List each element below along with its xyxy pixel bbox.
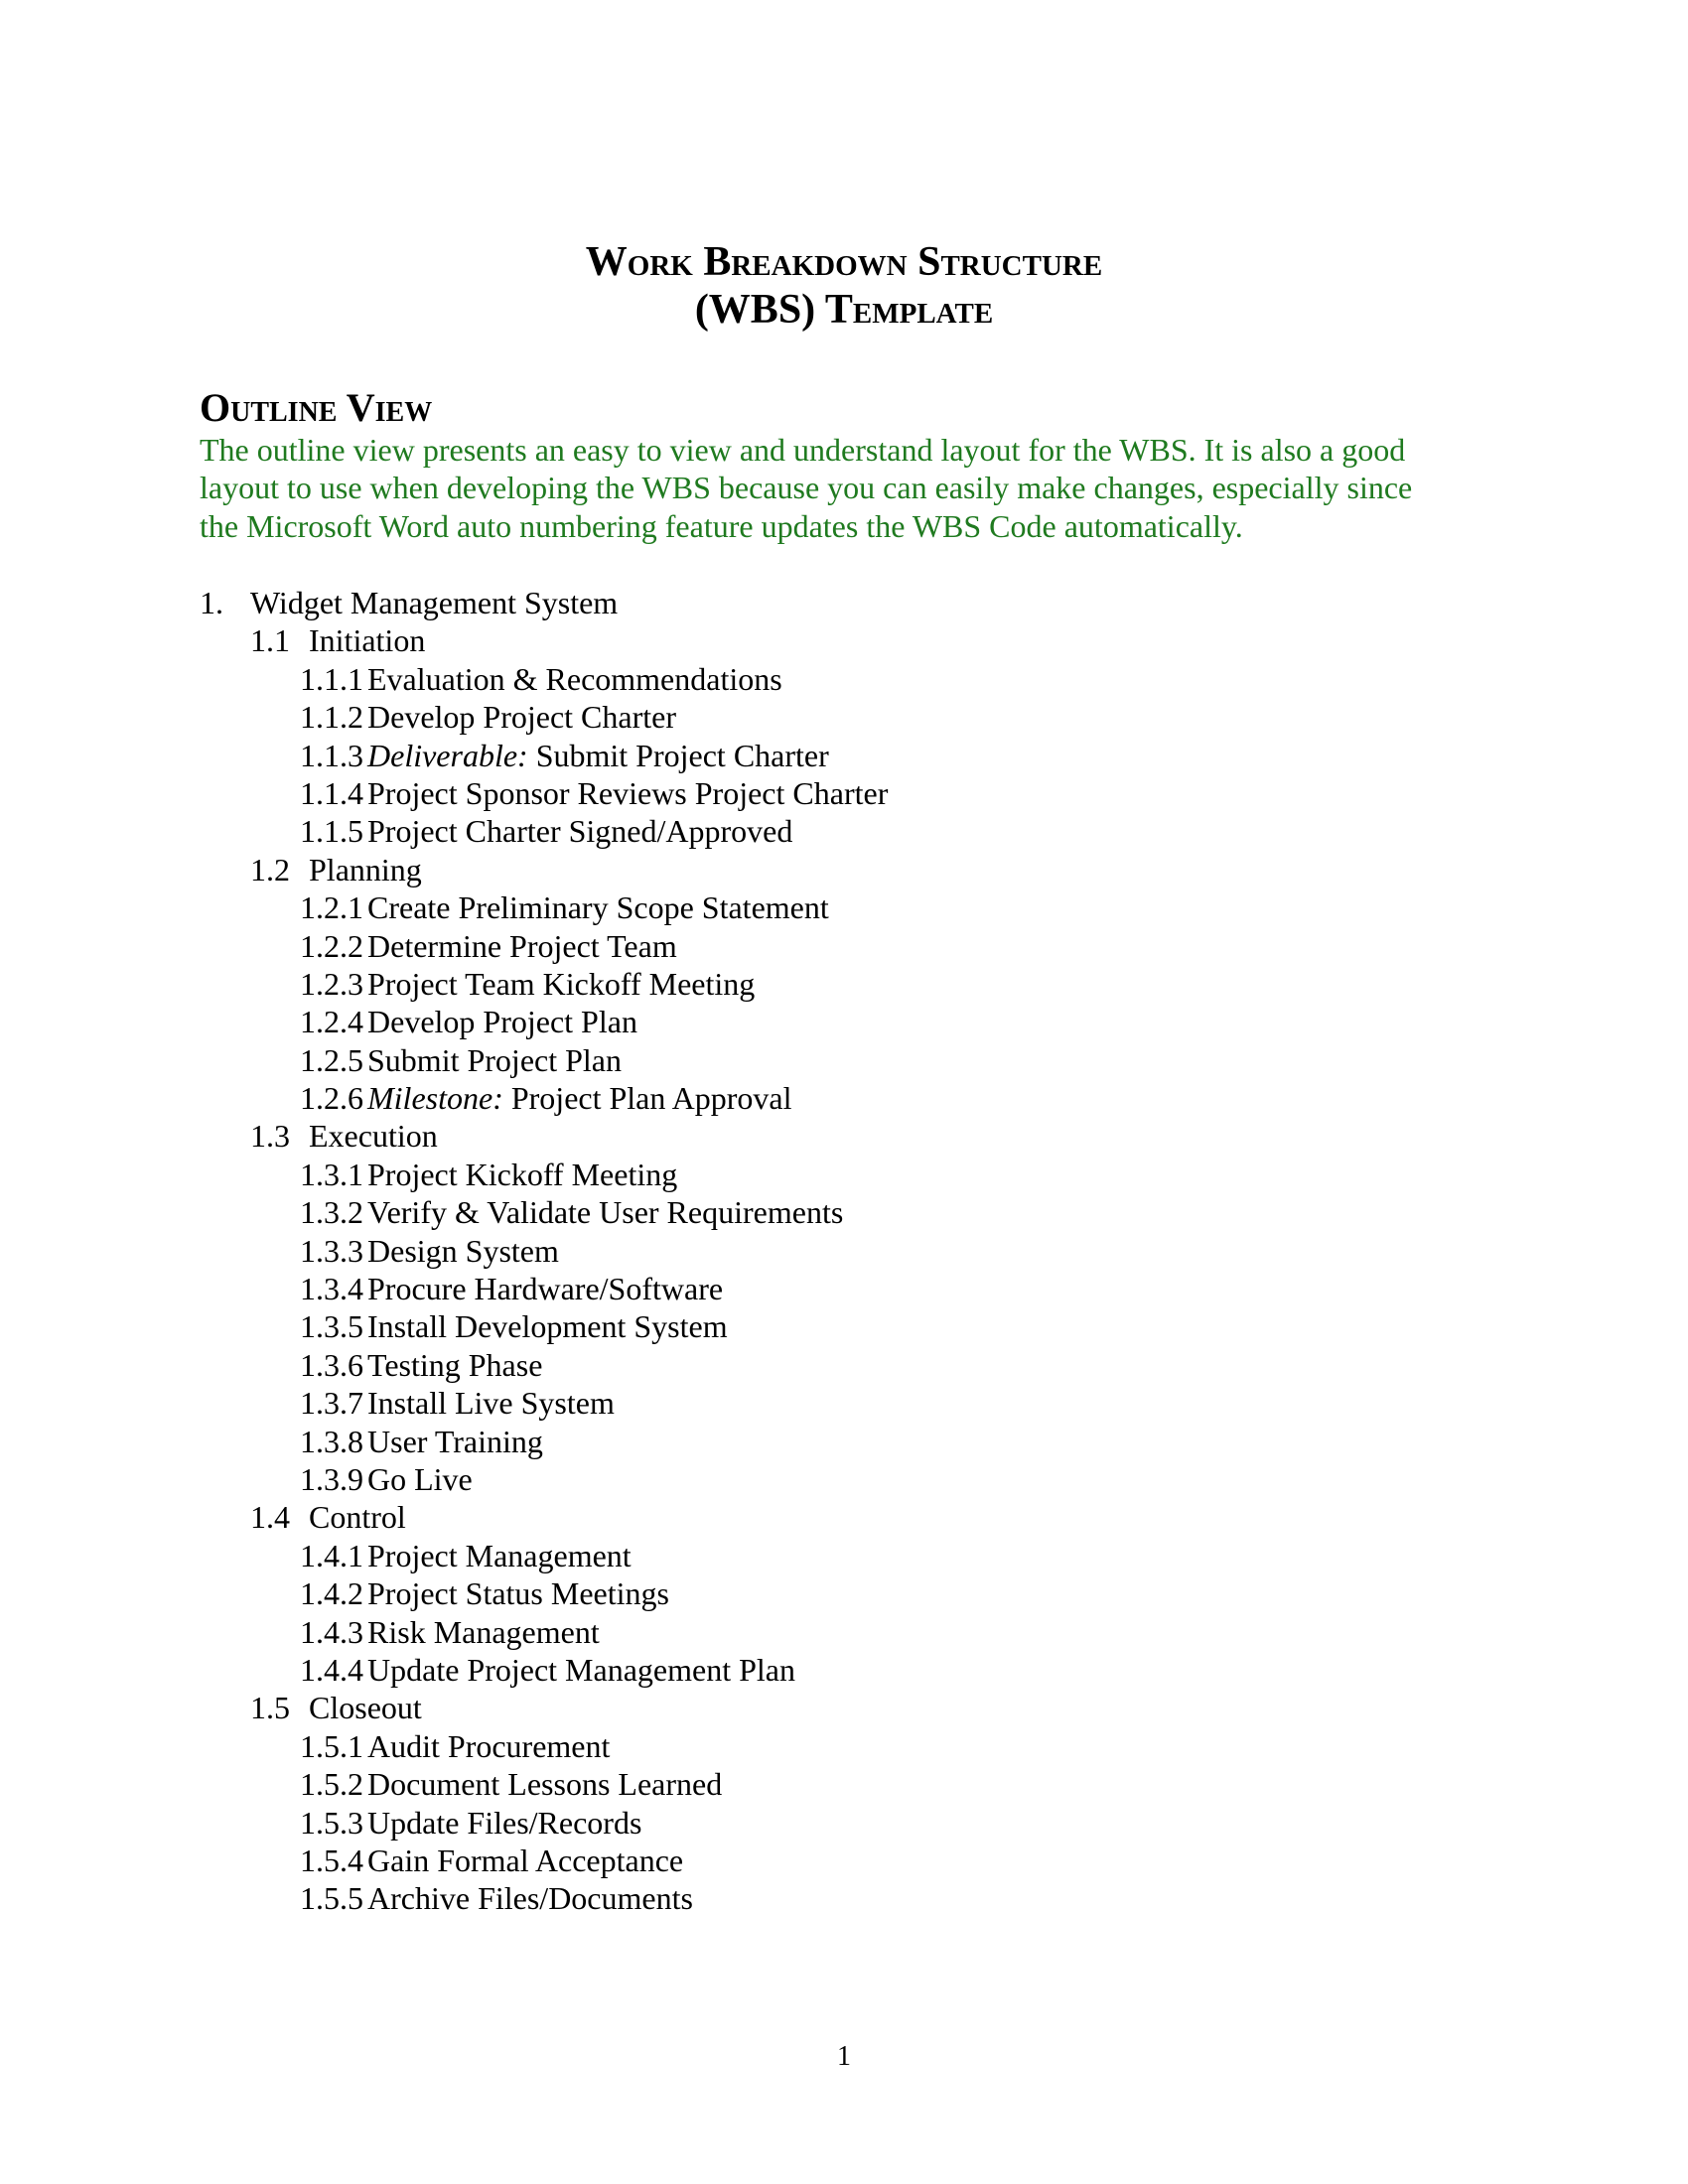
wbs-item-name: Design System bbox=[367, 1232, 559, 1269]
wbs-code: 1.5 bbox=[250, 1690, 290, 1726]
wbs-item-name: Install Live System bbox=[367, 1385, 615, 1422]
wbs-code: 1.1.5 bbox=[300, 813, 363, 850]
outline-item-level-3 bbox=[200, 1804, 888, 1842]
wbs-code: 1.3.7 bbox=[300, 1385, 363, 1422]
wbs-item-name: Project Plan Approval bbox=[502, 1080, 792, 1117]
wbs-item-prefix: Milestone: bbox=[367, 1080, 503, 1117]
wbs-code: 1.3.5 bbox=[300, 1308, 363, 1345]
outline-item-level-1 bbox=[200, 584, 888, 621]
wbs-item-name: Archive Files/Documents bbox=[367, 1880, 693, 1917]
wbs-code: 1.3.3 bbox=[300, 1232, 363, 1269]
wbs-item-name: Develop Project Plan bbox=[367, 1004, 637, 1040]
wbs-code: 1.3.4 bbox=[300, 1271, 363, 1307]
wbs-code: 1.4 bbox=[250, 1499, 290, 1536]
wbs-outline bbox=[200, 584, 888, 1918]
outline-item-level-3 bbox=[200, 1307, 888, 1345]
outline-item-level-3 bbox=[200, 1613, 888, 1651]
wbs-code: 1.2.3 bbox=[300, 965, 363, 1002]
wbs-code: 1.5.1 bbox=[300, 1727, 363, 1764]
outline-item-level-3 bbox=[200, 1346, 888, 1384]
wbs-code: 1.3 bbox=[250, 1118, 290, 1155]
wbs-item-name: Update Files/Records bbox=[367, 1804, 642, 1841]
outline-item-level-3 bbox=[200, 812, 888, 850]
intro-paragraph: The outline view presents an easy to view and understand layout for the WBS. It is also a good layout to use when developing the WBS because you can easily make changes, especially since the Microsoft Word auto numbering feature updates the WBS Code automatically. bbox=[200, 432, 1413, 544]
wbs-item-name: Submit Project Plan bbox=[367, 1041, 622, 1078]
outline-item-level-3 bbox=[200, 660, 888, 698]
outline-item-level-3 bbox=[200, 1460, 888, 1498]
wbs-item-prefix: Deliverable: bbox=[367, 737, 528, 773]
wbs-item-name: Document Lessons Learned bbox=[367, 1766, 723, 1803]
wbs-item-name: Risk Management bbox=[367, 1613, 600, 1650]
wbs-item-name: Closeout bbox=[309, 1690, 422, 1726]
outline-item-level-3 bbox=[200, 1156, 888, 1193]
outline-item-level-2 bbox=[200, 621, 888, 659]
wbs-code: 1. bbox=[200, 585, 223, 620]
wbs-item-name: Verify & Validate User Requirements bbox=[367, 1194, 844, 1231]
wbs-item-name: Project Kickoff Meeting bbox=[367, 1156, 678, 1192]
wbs-item-name: Planning bbox=[309, 851, 422, 887]
wbs-code: 1.1.3 bbox=[300, 737, 363, 773]
wbs-item-name: Update Project Management Plan bbox=[367, 1651, 795, 1688]
wbs-item-name: Control bbox=[309, 1499, 406, 1536]
wbs-item-name: Project Sponsor Reviews Project Charter bbox=[367, 774, 889, 811]
outline-item-level-3 bbox=[200, 888, 888, 926]
outline-item-level-2 bbox=[200, 1117, 888, 1155]
outline-item-level-3 bbox=[200, 1537, 888, 1574]
outline-item-level-3 bbox=[200, 1423, 888, 1460]
wbs-code: 1.5.4 bbox=[300, 1842, 363, 1878]
outline-item-level-2 bbox=[200, 1689, 888, 1726]
wbs-code: 1.2.1 bbox=[300, 889, 363, 926]
wbs-code: 1.5.5 bbox=[300, 1880, 363, 1917]
outline-item-level-2 bbox=[200, 851, 888, 888]
outline-item-level-3 bbox=[200, 927, 888, 965]
outline-item-level-3 bbox=[200, 1727, 888, 1765]
wbs-item-name: Project Charter Signed/Approved bbox=[367, 813, 793, 850]
wbs-code: 1.4.2 bbox=[300, 1575, 363, 1612]
wbs-item-name: Procure Hardware/Software bbox=[367, 1271, 724, 1307]
wbs-item-name: Install Development System bbox=[367, 1308, 728, 1345]
wbs-code: 1.4.1 bbox=[300, 1537, 363, 1573]
outline-item-level-3 bbox=[200, 698, 888, 736]
outline-item-level-3 bbox=[200, 1193, 888, 1231]
page-number: 1 bbox=[837, 2041, 851, 2072]
wbs-item-name: Go Live bbox=[367, 1460, 473, 1497]
outline-item-level-3 bbox=[200, 1765, 888, 1803]
wbs-item-name: Evaluation & Recommendations bbox=[367, 660, 782, 697]
wbs-item-name: Determine Project Team bbox=[367, 927, 677, 964]
wbs-code: 1.3.1 bbox=[300, 1156, 363, 1192]
wbs-code: 1.3.2 bbox=[300, 1194, 363, 1231]
wbs-item-name: Create Preliminary Scope Statement bbox=[367, 889, 829, 926]
wbs-code: 1.2.4 bbox=[300, 1004, 363, 1040]
outline-item-level-3 bbox=[200, 1079, 888, 1117]
document-title bbox=[0, 238, 1688, 334]
wbs-item-name: Project Team Kickoff Meeting bbox=[367, 965, 756, 1002]
wbs-code: 1.4.3 bbox=[300, 1613, 363, 1650]
title-line-2: (WBS) Template bbox=[694, 287, 994, 333]
wbs-code: 1.2.6 bbox=[300, 1080, 363, 1117]
wbs-item-name: Project Management bbox=[367, 1537, 632, 1573]
wbs-code: 1.3.6 bbox=[300, 1346, 363, 1383]
outline-item-level-3 bbox=[200, 1384, 888, 1422]
outline-item-level-3 bbox=[200, 1041, 888, 1079]
wbs-code: 1.2.5 bbox=[300, 1041, 363, 1078]
section-heading: Outline View bbox=[200, 385, 433, 430]
outline-item-level-3 bbox=[200, 1842, 888, 1879]
wbs-item-name: Initiation bbox=[309, 622, 426, 659]
outline-item-level-3 bbox=[200, 1879, 888, 1917]
wbs-item-name: User Training bbox=[367, 1423, 543, 1459]
wbs-item-name: Widget Management System bbox=[250, 585, 619, 620]
outline-item-level-3 bbox=[200, 1651, 888, 1689]
wbs-item-name: Execution bbox=[309, 1118, 438, 1155]
wbs-item-name: Audit Procurement bbox=[367, 1727, 611, 1764]
wbs-code: 1.2.2 bbox=[300, 927, 363, 964]
wbs-code: 1.4.4 bbox=[300, 1651, 363, 1688]
wbs-code: 1.5.3 bbox=[300, 1804, 363, 1841]
wbs-code: 1.2 bbox=[250, 851, 290, 887]
outline-item-level-2 bbox=[200, 1498, 888, 1536]
wbs-item-name: Develop Project Charter bbox=[367, 699, 676, 736]
outline-item-level-3 bbox=[200, 1574, 888, 1612]
outline-item-level-3 bbox=[200, 737, 888, 774]
wbs-code: 1.1.1 bbox=[300, 660, 363, 697]
title-line-1: Work Breakdown Structure bbox=[585, 239, 1103, 285]
outline-item-level-3 bbox=[200, 1003, 888, 1040]
wbs-code: 1.3.9 bbox=[300, 1460, 363, 1497]
outline-item-level-3 bbox=[200, 1232, 888, 1270]
wbs-item-name: Submit Project Charter bbox=[527, 737, 829, 773]
outline-item-level-3 bbox=[200, 965, 888, 1003]
wbs-item-name: Testing Phase bbox=[367, 1346, 543, 1383]
wbs-item-name: Project Status Meetings bbox=[367, 1575, 669, 1612]
outline-item-level-3 bbox=[200, 774, 888, 812]
wbs-code: 1.1.2 bbox=[300, 699, 363, 736]
wbs-code: 1.1 bbox=[250, 622, 290, 659]
wbs-code: 1.3.8 bbox=[300, 1423, 363, 1459]
outline-item-level-3 bbox=[200, 1270, 888, 1307]
wbs-code: 1.1.4 bbox=[300, 774, 363, 811]
wbs-code: 1.5.2 bbox=[300, 1766, 363, 1803]
wbs-item-name: Gain Formal Acceptance bbox=[367, 1842, 684, 1878]
